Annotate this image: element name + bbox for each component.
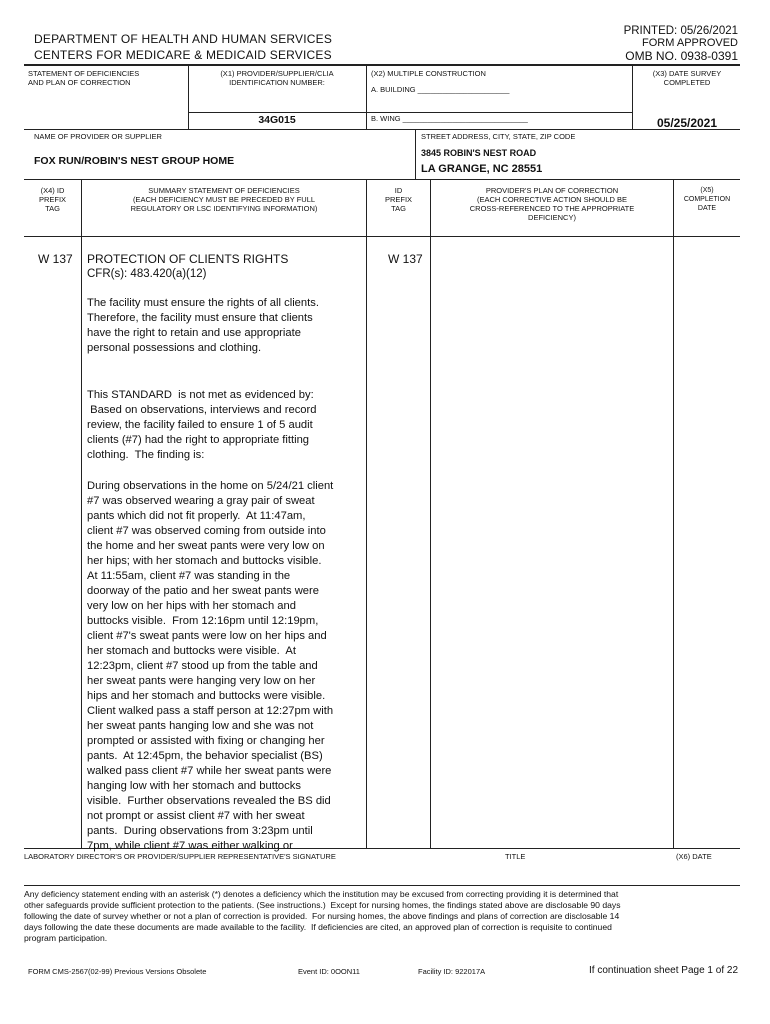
printed-date: PRINTED: 05/26/2021 <box>623 25 738 37</box>
x3-label <box>634 69 740 87</box>
x5-header <box>674 186 740 213</box>
id-header-line2: PREFIX <box>384 195 413 204</box>
observation-text: During observations in the home on 5/24/21 client #7 was observed wearing a gray pair of sweat pants which did not fit properly. At 11:47am, client #7 was observed coming from outside into the home and her sweat pants were very low on her hips; with her stomach and buttocks visible. At 11:55am, client #7 was standing in the doorway of the patio and her sweat pants were very low on her hips with her stomach and buttocks visible. From 12:16pm until 12:19pm, client #7's sweat pants were low on her hips and her stomach and buttocks were visible. At 12:23pm, client #7 stood up from the table and her sweat pants were hanging very low on her hips and her stomach and buttocks were visible. Client walked pass a staff person at 12:27pm with her sweat pants hanging low and she was not prompted or assisted with fixing or changing her pants. At 12:45pm, the behavior specialist (BS) walked pass client #7 while her sweat pants were hanging low with her stomach and buttocks visible. Further observations revealed the BS did not prompt or assist client #7 with her sweat pants. During observations from 3:23pm until 7pm, while client #7 was either walking or <box>87 480 334 852</box>
plan-header-line3: CROSS-REFERENCED TO THE APPROPRIATE <box>469 204 635 213</box>
statement-label-line2: AND PLAN OF CORRECTION <box>28 78 131 87</box>
disclaimer-text: Any deficiency statement ending with an asterisk (*) denotes a deficiency which the institution may be excused from correcting providing it is determined that other safeguards provide sufficient protection to the patients. (See instructions.) Except for nursing homes, the findings stated above are disclosable 90 days following the date of survey whether or not a plan of correction is provided. For nursing homes, the above findings and plans of correction are disclosable 14 days following the date these documents are made available to the facility. If deficiencies are cited, an approved plan of correction is requisite to continued program participation. <box>24 889 621 943</box>
facility-id: Facility ID: 922017A <box>418 967 486 976</box>
regulation-text: The facility must ensure the rights of all clients. Therefore, the facility must ensure that clients have the right to retain and use appropriate personal possessions and clothing. <box>87 297 319 354</box>
rule-x1-split <box>188 112 632 113</box>
deficiency-cfr: CFR(s): 483.420(a)(12) <box>87 268 207 280</box>
address-line1: 3845 ROBIN'S NEST ROAD <box>421 148 537 158</box>
vline-col-idtag <box>430 179 431 848</box>
summary-header <box>82 186 366 213</box>
x4-header-line2: PREFIX <box>38 195 67 204</box>
id-header-line3: TAG <box>391 204 406 213</box>
plan-header <box>431 186 673 222</box>
rule-columns-bottom <box>24 236 740 237</box>
finding-text: This STANDARD is not met as evidenced by: Based on observations, interviews and record review, the facility failed to ensure 1 of 5 audit clients (#7) had the right to appropriate fitting clothing. The finding is: <box>87 389 317 461</box>
form-approved: FORM APPROVED <box>642 37 738 49</box>
provider-id-number: 34G015 <box>258 114 296 126</box>
wing-label: B. WING ______________________________ <box>371 114 528 123</box>
plan-header-line1: PROVIDER'S PLAN OF CORRECTION <box>485 186 619 195</box>
agency-subname: CENTERS FOR MEDICARE & MEDICAID SERVICES <box>34 48 332 62</box>
plan-header-line4: DEFICIENCY) <box>528 213 576 222</box>
rule-provider-top <box>24 129 740 130</box>
deficiency-title: PROTECTION OF CLIENTS RIGHTS <box>87 252 289 266</box>
signature-label: LABORATORY DIRECTOR'S OR PROVIDER/SUPPLIER REPRESENTATIVE'S SIGNATURE <box>24 852 336 861</box>
id-prefix-header <box>367 186 430 213</box>
page-indicator: If continuation sheet Page 1 of 22 <box>589 965 738 976</box>
vline-col-tag <box>81 179 82 848</box>
x5-header-line2: COMPLETION <box>683 196 731 203</box>
x4-header <box>24 186 81 213</box>
provider-name: FOX RUN/ROBIN'S NEST GROUP HOME <box>34 155 235 167</box>
x3-label-line1: (X3) DATE SURVEY <box>652 69 722 78</box>
building-label: A. BUILDING ______________________ <box>371 85 510 94</box>
statement-label-line1: STATEMENT OF DEFICIENCIES <box>28 69 140 78</box>
x1-label-line2: IDENTIFICATION NUMBER: <box>229 78 325 87</box>
form-number: FORM CMS-2567(02-99) Previous Versions Obsolete <box>28 967 207 976</box>
x2-label: (X2) MULTIPLE CONSTRUCTION <box>371 69 486 78</box>
plan-header-line2: (EACH CORRECTIVE ACTION SHOULD BE <box>476 195 628 204</box>
x1-label-line1: (X1) PROVIDER/SUPPLIER/CLIA <box>220 69 334 78</box>
vline-x3 <box>632 64 633 129</box>
vline-address <box>415 129 416 179</box>
summary-header-line2: (EACH DEFICIENCY MUST BE PRECEDED BY FULL <box>132 195 316 204</box>
address-label: STREET ADDRESS, CITY, STATE, ZIP CODE <box>421 132 576 141</box>
summary-header-line1: SUMMARY STATEMENT OF DEFICIENCIES <box>148 186 300 195</box>
rule-disclaimer <box>24 885 740 886</box>
x5-header-line3: DATE <box>697 205 717 212</box>
vline-col-summary <box>366 179 367 848</box>
vline-x1 <box>188 64 189 129</box>
event-id: Event ID: 0OON11 <box>298 967 360 976</box>
omb-number: OMB NO. 0938-0391 <box>625 49 738 63</box>
deficiency-summary <box>87 252 365 854</box>
deficiency-tag-right: W 137 <box>388 252 423 266</box>
x1-label <box>190 69 364 87</box>
x6-date-label: (X6) DATE <box>676 852 712 861</box>
rule-columns-top <box>24 179 740 180</box>
deficiency-tag-left: W 137 <box>38 252 73 266</box>
rule-signature <box>24 848 740 849</box>
x4-header-line3: TAG <box>45 204 60 213</box>
x5-header-line1: (X5) <box>700 187 714 194</box>
survey-completed-date: 05/25/2021 <box>656 116 718 130</box>
address-line2: LA GRANGE, NC 28551 <box>421 163 543 175</box>
x3-label-line2: COMPLETED <box>663 78 711 87</box>
x4-header-line1: (X4) ID <box>40 186 65 195</box>
vline-x2 <box>366 64 367 129</box>
vline-col-plan <box>673 179 674 848</box>
agency-name: DEPARTMENT OF HEALTH AND HUMAN SERVICES <box>34 32 333 46</box>
title-label: TITLE <box>505 852 526 861</box>
id-header-line1: ID <box>394 186 403 195</box>
statement-label <box>28 69 139 87</box>
provider-name-label: NAME OF PROVIDER OR SUPPLIER <box>34 132 162 141</box>
summary-header-line3: REGULATORY OR LSC IDENTIFYING INFORMATION) <box>130 204 318 213</box>
